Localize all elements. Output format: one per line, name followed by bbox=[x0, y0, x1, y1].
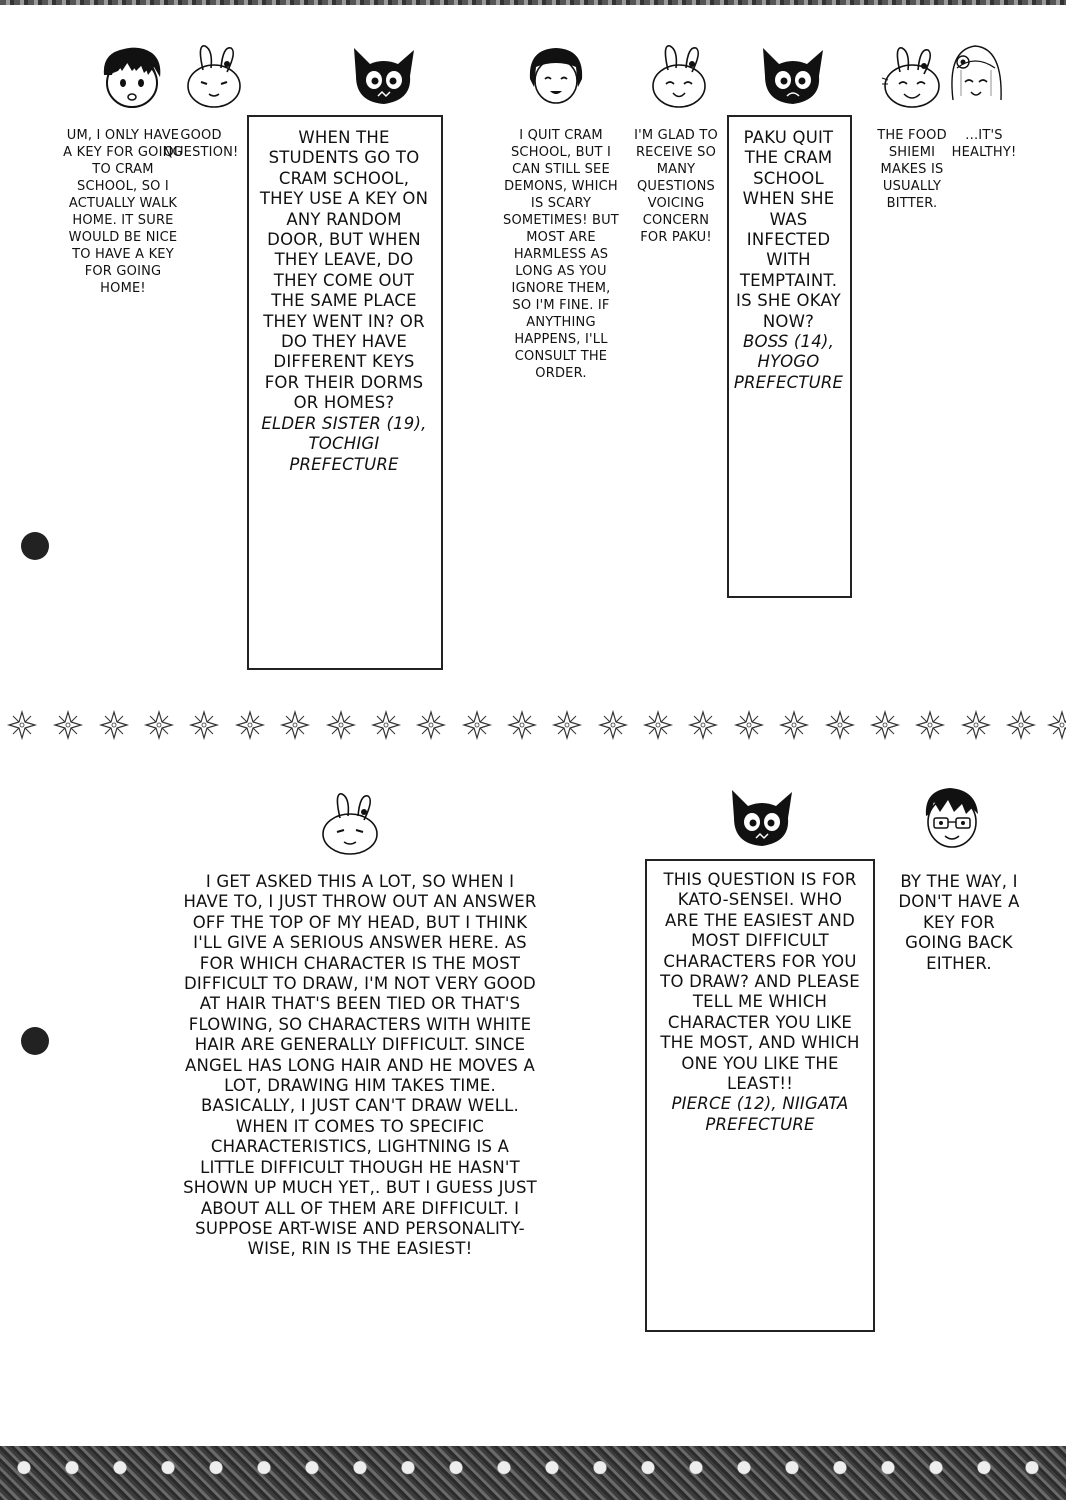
bunny-face-icon bbox=[880, 44, 944, 110]
question-text-3 bbox=[660, 870, 860, 1135]
bunny-reply-text: I'M GLAD TO RECEIVE SO MANY QUESTIONS VOICING CONCERN FOR PAKU! bbox=[634, 128, 718, 245]
rin-face-icon bbox=[100, 45, 164, 111]
shiemi-face-icon bbox=[945, 40, 1007, 112]
question-signature: ELDER SISTER (19), TOCHIGI PREFECTURE bbox=[261, 413, 427, 474]
rin-reply-text: UM, I ONLY HAVE A KEY FOR GOING TO CRAM SCHOOL, SO I ACTUALLY WALK HOME. IT SURE WOULD BE NICE TO HAVE A KEY FOR GOING HOME! bbox=[63, 128, 183, 296]
yukio-face-icon bbox=[920, 784, 984, 854]
bunny-face-icon bbox=[318, 788, 382, 856]
bunny-reply-text: GOOD QUESTION! bbox=[163, 128, 239, 160]
bunny-face-icon bbox=[183, 42, 245, 110]
bunny-answer-text: I GET ASKED THIS A LOT, SO WHEN I HAVE TO, I JUST THROW OUT AN ANSWER OFF THE TOP OF MY HEAD, BUT I THINK I'LL GIVE A SERIOUS ANSWER HERE. AS FOR WHICH CHARACTER IS THE MOST DIFFICULT TO DRAW, I'M NOT VERY GOOD AT HAIR THAT'S BEEN TIED OR THAT'S FLOWING, SO CHARACTERS WITH WHITE HAIR ARE GENERALLY DIFFICULT. SINCE ANGEL HAS LONG HAIR AND HE MOVES A LOT, DRAWING HIM TAKES TIME. BASICALLY, I JUST CAN'T DRAW WELL. WHEN IT COMES TO SPECIFIC CHARACTERISTICS, LIGHTNING IS A LITTLE DIFFICULT THOUGH HE HASN'T SHOWN UP MUCH YET,. BUT I GUESS JUST ABOUT ALL OF THEM ARE DIFFICULT. I SUPPOSE ART-WISE AND PERSONALITY-WISE, RIN IS THE EASIEST! bbox=[183, 872, 537, 1259]
question-body: PAKU QUIT THE CRAM SCHOOL WHEN SHE WAS INFECTED WITH TEMPTAINT. IS SHE OKAY NOW? bbox=[736, 128, 841, 331]
bunny-face-icon bbox=[648, 42, 710, 110]
section-bullet bbox=[21, 1027, 49, 1055]
question-signature: PIERCE (12), NIIGATA PREFECTURE bbox=[671, 1094, 849, 1134]
question-body: THIS QUESTION IS FOR KATO-SENSEI. WHO ARE THE EASIEST AND MOST DIFFICULT CHARACTERS FOR YOU TO DRAW? AND PLEASE TELL ME WHICH CHARACTER YOU LIKE THE MOST, AND WHICH ONE YOU LIKE THE LEAST!! bbox=[660, 870, 860, 1094]
sparkle-divider-icon bbox=[0, 705, 1066, 745]
cat-face-icon bbox=[726, 786, 798, 854]
top-border-strip bbox=[0, 0, 1066, 5]
question-signature: BOSS (14), HYOGO PREFECTURE bbox=[733, 332, 844, 392]
cat-face-icon bbox=[348, 44, 420, 112]
cat-face-icon bbox=[757, 44, 829, 112]
question-text-2 bbox=[730, 128, 847, 393]
bunny-reply-text: THE FOOD SHIEMI MAKES IS USUALLY BITTER. bbox=[877, 128, 947, 211]
shiemi-reply-text: ...IT'S HEALTHY! bbox=[951, 128, 1017, 160]
section-bullet bbox=[21, 532, 49, 560]
yukio-reply-text: BY THE WAY, I DON'T HAVE A KEY FOR GOING BACK EITHER. bbox=[898, 872, 1020, 973]
question-text-1 bbox=[257, 128, 431, 475]
paku-face-icon bbox=[526, 45, 586, 107]
paku-reply-text: I QUIT CRAM SCHOOL, BUT I CAN STILL SEE DEMONS, WHICH IS SCARY SOMETIMES! BUT MOST ARE HARMLESS AS LONG AS YOU IGNORE THEM, SO I'M FINE. IF ANYTHING HAPPENS, I'LL CONSULT THE ORDER. bbox=[503, 128, 619, 381]
question-body: WHEN THE STUDENTS GO TO CRAM SCHOOL, THEY USE A KEY ON ANY RANDOM DOOR, BUT WHEN THEY LEAVE, DO THEY COME OUT THE SAME PLACE THEY WENT IN? OR DO THEY HAVE DIFFERENT KEYS FOR THEIR DORMS OR HOMES? bbox=[259, 128, 429, 413]
bottom-decorative-band bbox=[0, 1446, 1066, 1500]
